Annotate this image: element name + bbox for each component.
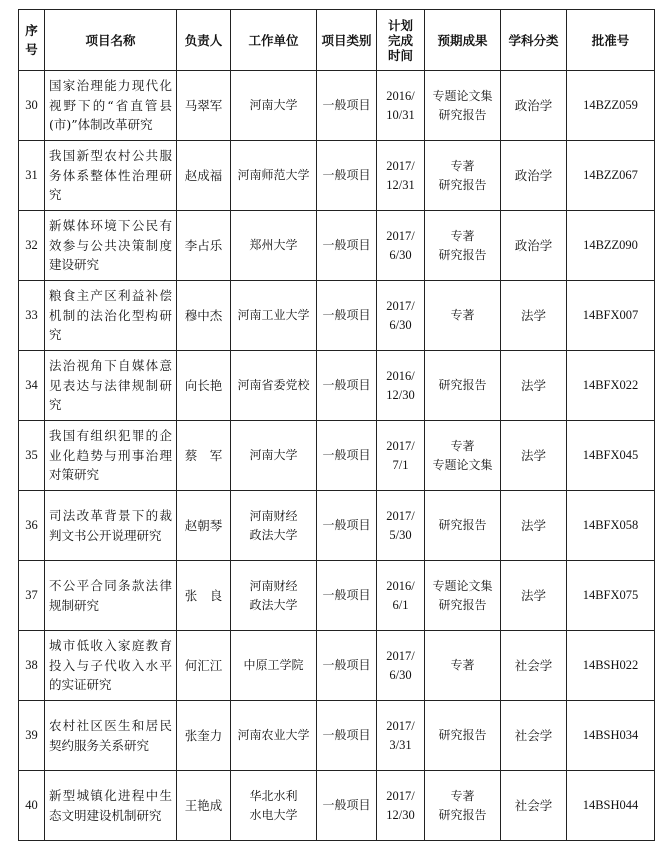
planned-completion-date [377, 421, 425, 491]
expected-outcome-line: 研究报告 [438, 728, 487, 742]
col-header-leader: 负责人 [177, 10, 231, 71]
project-name: 城市低收入家庭教育投入与子代收入水平的实证研究 [45, 631, 177, 701]
work-unit-line: 中原工学院 [243, 658, 304, 672]
project-name: 新媒体环境下公民有效参与公共决策制度建设研究 [45, 211, 177, 281]
row-index: 34 [19, 351, 45, 421]
planned-completion-date-line: 2017/ [386, 508, 415, 523]
approval-number: 14BZZ067 [567, 141, 655, 211]
approval-number: 14BZZ059 [567, 71, 655, 141]
work-unit [231, 421, 317, 491]
planned-completion-date-line: 12/30 [386, 807, 415, 822]
work-unit [231, 71, 317, 141]
project-name: 不公平合同条款法律规制研究 [45, 561, 177, 631]
approval-number: 14BZZ090 [567, 211, 655, 281]
planned-completion-date [377, 491, 425, 561]
project-name: 司法改革背景下的裁判文书公开说理研究 [45, 491, 177, 561]
planned-completion-date-line: 2017/ [386, 438, 415, 453]
table-row [19, 631, 655, 701]
work-unit-line: 水电大学 [249, 807, 298, 822]
project-category: 一般项目 [317, 631, 377, 701]
row-index: 33 [19, 281, 45, 351]
discipline: 法学 [501, 281, 567, 351]
work-unit-line: 河南师范大学 [237, 168, 310, 182]
project-category: 一般项目 [317, 561, 377, 631]
project-name: 我国有组织犯罪的企业化趋势与刑事治理对策研究 [45, 421, 177, 491]
expected-outcome [425, 631, 501, 701]
expected-outcome-line: 专题论文集 [432, 578, 493, 593]
project-leader: 向长艳 [177, 351, 231, 421]
discipline: 政治学 [501, 141, 567, 211]
project-category: 一般项目 [317, 351, 377, 421]
expected-outcome-line: 专著 [450, 788, 475, 803]
expected-outcome [425, 561, 501, 631]
project-leader: 蔡 军 [177, 421, 231, 491]
planned-completion-date-line: 2016/ [386, 88, 415, 103]
row-index: 37 [19, 561, 45, 631]
planned-completion-date [377, 211, 425, 281]
table-row [19, 211, 655, 281]
col-header-project-name: 项目名称 [45, 10, 177, 71]
project-leader: 李占乐 [177, 211, 231, 281]
work-unit [231, 701, 317, 771]
table-row [19, 561, 655, 631]
expected-outcome-line: 研究报告 [438, 107, 487, 122]
expected-outcome-line: 研究报告 [438, 597, 487, 612]
col-header-discipline: 学科分类 [501, 10, 567, 71]
work-unit [231, 351, 317, 421]
expected-outcome-line: 专著 [450, 438, 475, 453]
expected-outcome [425, 211, 501, 281]
project-leader: 马翠军 [177, 71, 231, 141]
planned-completion-date-line: 2016/ [386, 578, 415, 593]
approval-number: 14BSH044 [567, 771, 655, 841]
work-unit-line: 河南财经 [249, 578, 298, 593]
header-row [19, 10, 655, 71]
planned-completion-date [377, 141, 425, 211]
expected-outcome [425, 141, 501, 211]
planned-completion-date-line: 6/30 [389, 667, 412, 682]
expected-outcome-line: 专题论文集 [432, 88, 493, 103]
approval-number: 14BFX075 [567, 561, 655, 631]
planned-completion-date-line: 6/30 [389, 247, 412, 262]
expected-outcome [425, 351, 501, 421]
row-index: 39 [19, 701, 45, 771]
expected-outcome [425, 421, 501, 491]
planned-completion-date-line: 2017/ [386, 228, 415, 243]
row-index: 38 [19, 631, 45, 701]
planned-completion-date [377, 71, 425, 141]
discipline: 社会学 [501, 631, 567, 701]
expected-outcome [425, 701, 501, 771]
header-line: 时间 [387, 47, 413, 63]
work-unit [231, 771, 317, 841]
project-name: 新型城镇化进程中生态文明建设机制研究 [45, 771, 177, 841]
col-header-category: 项目类别 [317, 10, 377, 71]
work-unit [231, 211, 317, 281]
planned-completion-date-line: 2017/ [386, 298, 415, 313]
planned-completion-date [377, 771, 425, 841]
expected-outcome [425, 491, 501, 561]
table-row [19, 421, 655, 491]
approval-number: 14BSH034 [567, 701, 655, 771]
project-leader: 王艳成 [177, 771, 231, 841]
expected-outcome [425, 281, 501, 351]
project-leader: 张奎力 [177, 701, 231, 771]
work-unit-line: 华北水利 [249, 788, 298, 803]
discipline: 社会学 [501, 771, 567, 841]
planned-completion-date-line: 12/31 [386, 177, 415, 192]
expected-outcome-line: 研究报告 [438, 518, 487, 532]
row-index: 30 [19, 71, 45, 141]
discipline: 法学 [501, 351, 567, 421]
planned-completion-date-line: 12/30 [386, 387, 415, 402]
col-header-planned-completion [377, 10, 425, 71]
planned-completion-date-line: 2017/ [386, 718, 415, 733]
project-name: 粮食主产区利益补偿机制的法治化型构研究 [45, 281, 177, 351]
row-index: 36 [19, 491, 45, 561]
table-row [19, 351, 655, 421]
work-unit [231, 491, 317, 561]
approval-number: 14BFX045 [567, 421, 655, 491]
col-header-work-unit: 工作单位 [231, 10, 317, 71]
project-leader: 赵朝琴 [177, 491, 231, 561]
work-unit-line: 政法大学 [249, 527, 298, 542]
planned-completion-date-line: 10/31 [386, 107, 415, 122]
project-category: 一般项目 [317, 71, 377, 141]
work-unit-line: 郑州大学 [249, 238, 298, 252]
table-row [19, 491, 655, 561]
col-header-index: 序号 [19, 10, 45, 71]
expected-outcome-line: 研究报告 [438, 177, 487, 192]
expected-outcome-line: 专著 [450, 228, 475, 243]
expected-outcome-line: 研究报告 [438, 378, 487, 392]
col-header-expected-outcome: 预期成果 [425, 10, 501, 71]
work-unit-line: 河南大学 [249, 448, 298, 462]
work-unit-line: 河南省委党校 [237, 378, 310, 392]
planned-completion-date-line: 6/30 [389, 317, 412, 332]
table-row [19, 701, 655, 771]
table-body [19, 71, 655, 841]
project-category: 一般项目 [317, 421, 377, 491]
table-row [19, 141, 655, 211]
planned-completion-date-line: 5/30 [389, 527, 412, 542]
project-category: 一般项目 [317, 771, 377, 841]
project-category: 一般项目 [317, 701, 377, 771]
approval-number: 14BFX022 [567, 351, 655, 421]
header-line: 计划 [387, 17, 413, 33]
expected-outcome-line: 专著 [450, 308, 475, 322]
work-unit [231, 561, 317, 631]
row-index: 35 [19, 421, 45, 491]
project-leader: 赵成福 [177, 141, 231, 211]
planned-completion-date [377, 351, 425, 421]
work-unit-line: 河南财经 [249, 508, 298, 523]
approval-number: 14BFX058 [567, 491, 655, 561]
project-category: 一般项目 [317, 141, 377, 211]
project-name: 我国新型农村公共服务体系整体性治理研究 [45, 141, 177, 211]
expected-outcome-line: 专题论文集 [432, 457, 493, 472]
work-unit [231, 631, 317, 701]
work-unit [231, 141, 317, 211]
expected-outcome-line: 专著 [450, 158, 475, 173]
planned-completion-date-line: 2017/ [386, 648, 415, 663]
planned-completion-date-line: 2016/ [386, 368, 415, 383]
col-header-approval-number: 批准号 [567, 10, 655, 71]
planned-completion-date-line: 6/1 [392, 597, 409, 612]
project-category: 一般项目 [317, 491, 377, 561]
row-index: 40 [19, 771, 45, 841]
discipline: 政治学 [501, 71, 567, 141]
work-unit-line: 河南大学 [249, 98, 298, 112]
table-row [19, 281, 655, 351]
project-name: 国家治理能力现代化视野下的“省直管县(市)”体制改革研究 [45, 71, 177, 141]
project-category: 一般项目 [317, 281, 377, 351]
work-unit-line: 政法大学 [249, 597, 298, 612]
planned-completion-date-line: 3/31 [389, 737, 412, 752]
planned-completion-date [377, 701, 425, 771]
header-line: 完成 [387, 32, 413, 48]
planned-completion-date [377, 281, 425, 351]
row-index: 31 [19, 141, 45, 211]
planned-completion-date [377, 631, 425, 701]
project-leader: 何汇江 [177, 631, 231, 701]
expected-outcome-line: 专著 [450, 658, 475, 672]
planned-completion-date [377, 561, 425, 631]
discipline: 法学 [501, 491, 567, 561]
table-row [19, 71, 655, 141]
work-unit-line: 河南农业大学 [237, 728, 310, 742]
discipline: 法学 [501, 561, 567, 631]
approval-number: 14BFX007 [567, 281, 655, 351]
project-leader: 张 良 [177, 561, 231, 631]
row-index: 32 [19, 211, 45, 281]
project-category: 一般项目 [317, 211, 377, 281]
planned-completion-date-line: 2017/ [386, 158, 415, 173]
expected-outcome [425, 71, 501, 141]
discipline: 政治学 [501, 211, 567, 281]
project-table [18, 9, 655, 841]
expected-outcome-line: 研究报告 [438, 807, 487, 822]
work-unit [231, 281, 317, 351]
planned-completion-date-line: 2017/ [386, 788, 415, 803]
expected-outcome [425, 771, 501, 841]
discipline: 法学 [501, 421, 567, 491]
work-unit-line: 河南工业大学 [237, 308, 310, 322]
table-row [19, 771, 655, 841]
expected-outcome-line: 研究报告 [438, 247, 487, 262]
approval-number: 14BSH022 [567, 631, 655, 701]
project-name: 农村社区医生和居民契约服务关系研究 [45, 701, 177, 771]
project-name: 法治视角下自媒体意见表达与法律规制研究 [45, 351, 177, 421]
discipline: 社会学 [501, 701, 567, 771]
project-leader: 穆中杰 [177, 281, 231, 351]
planned-completion-date-line: 7/1 [392, 457, 409, 472]
